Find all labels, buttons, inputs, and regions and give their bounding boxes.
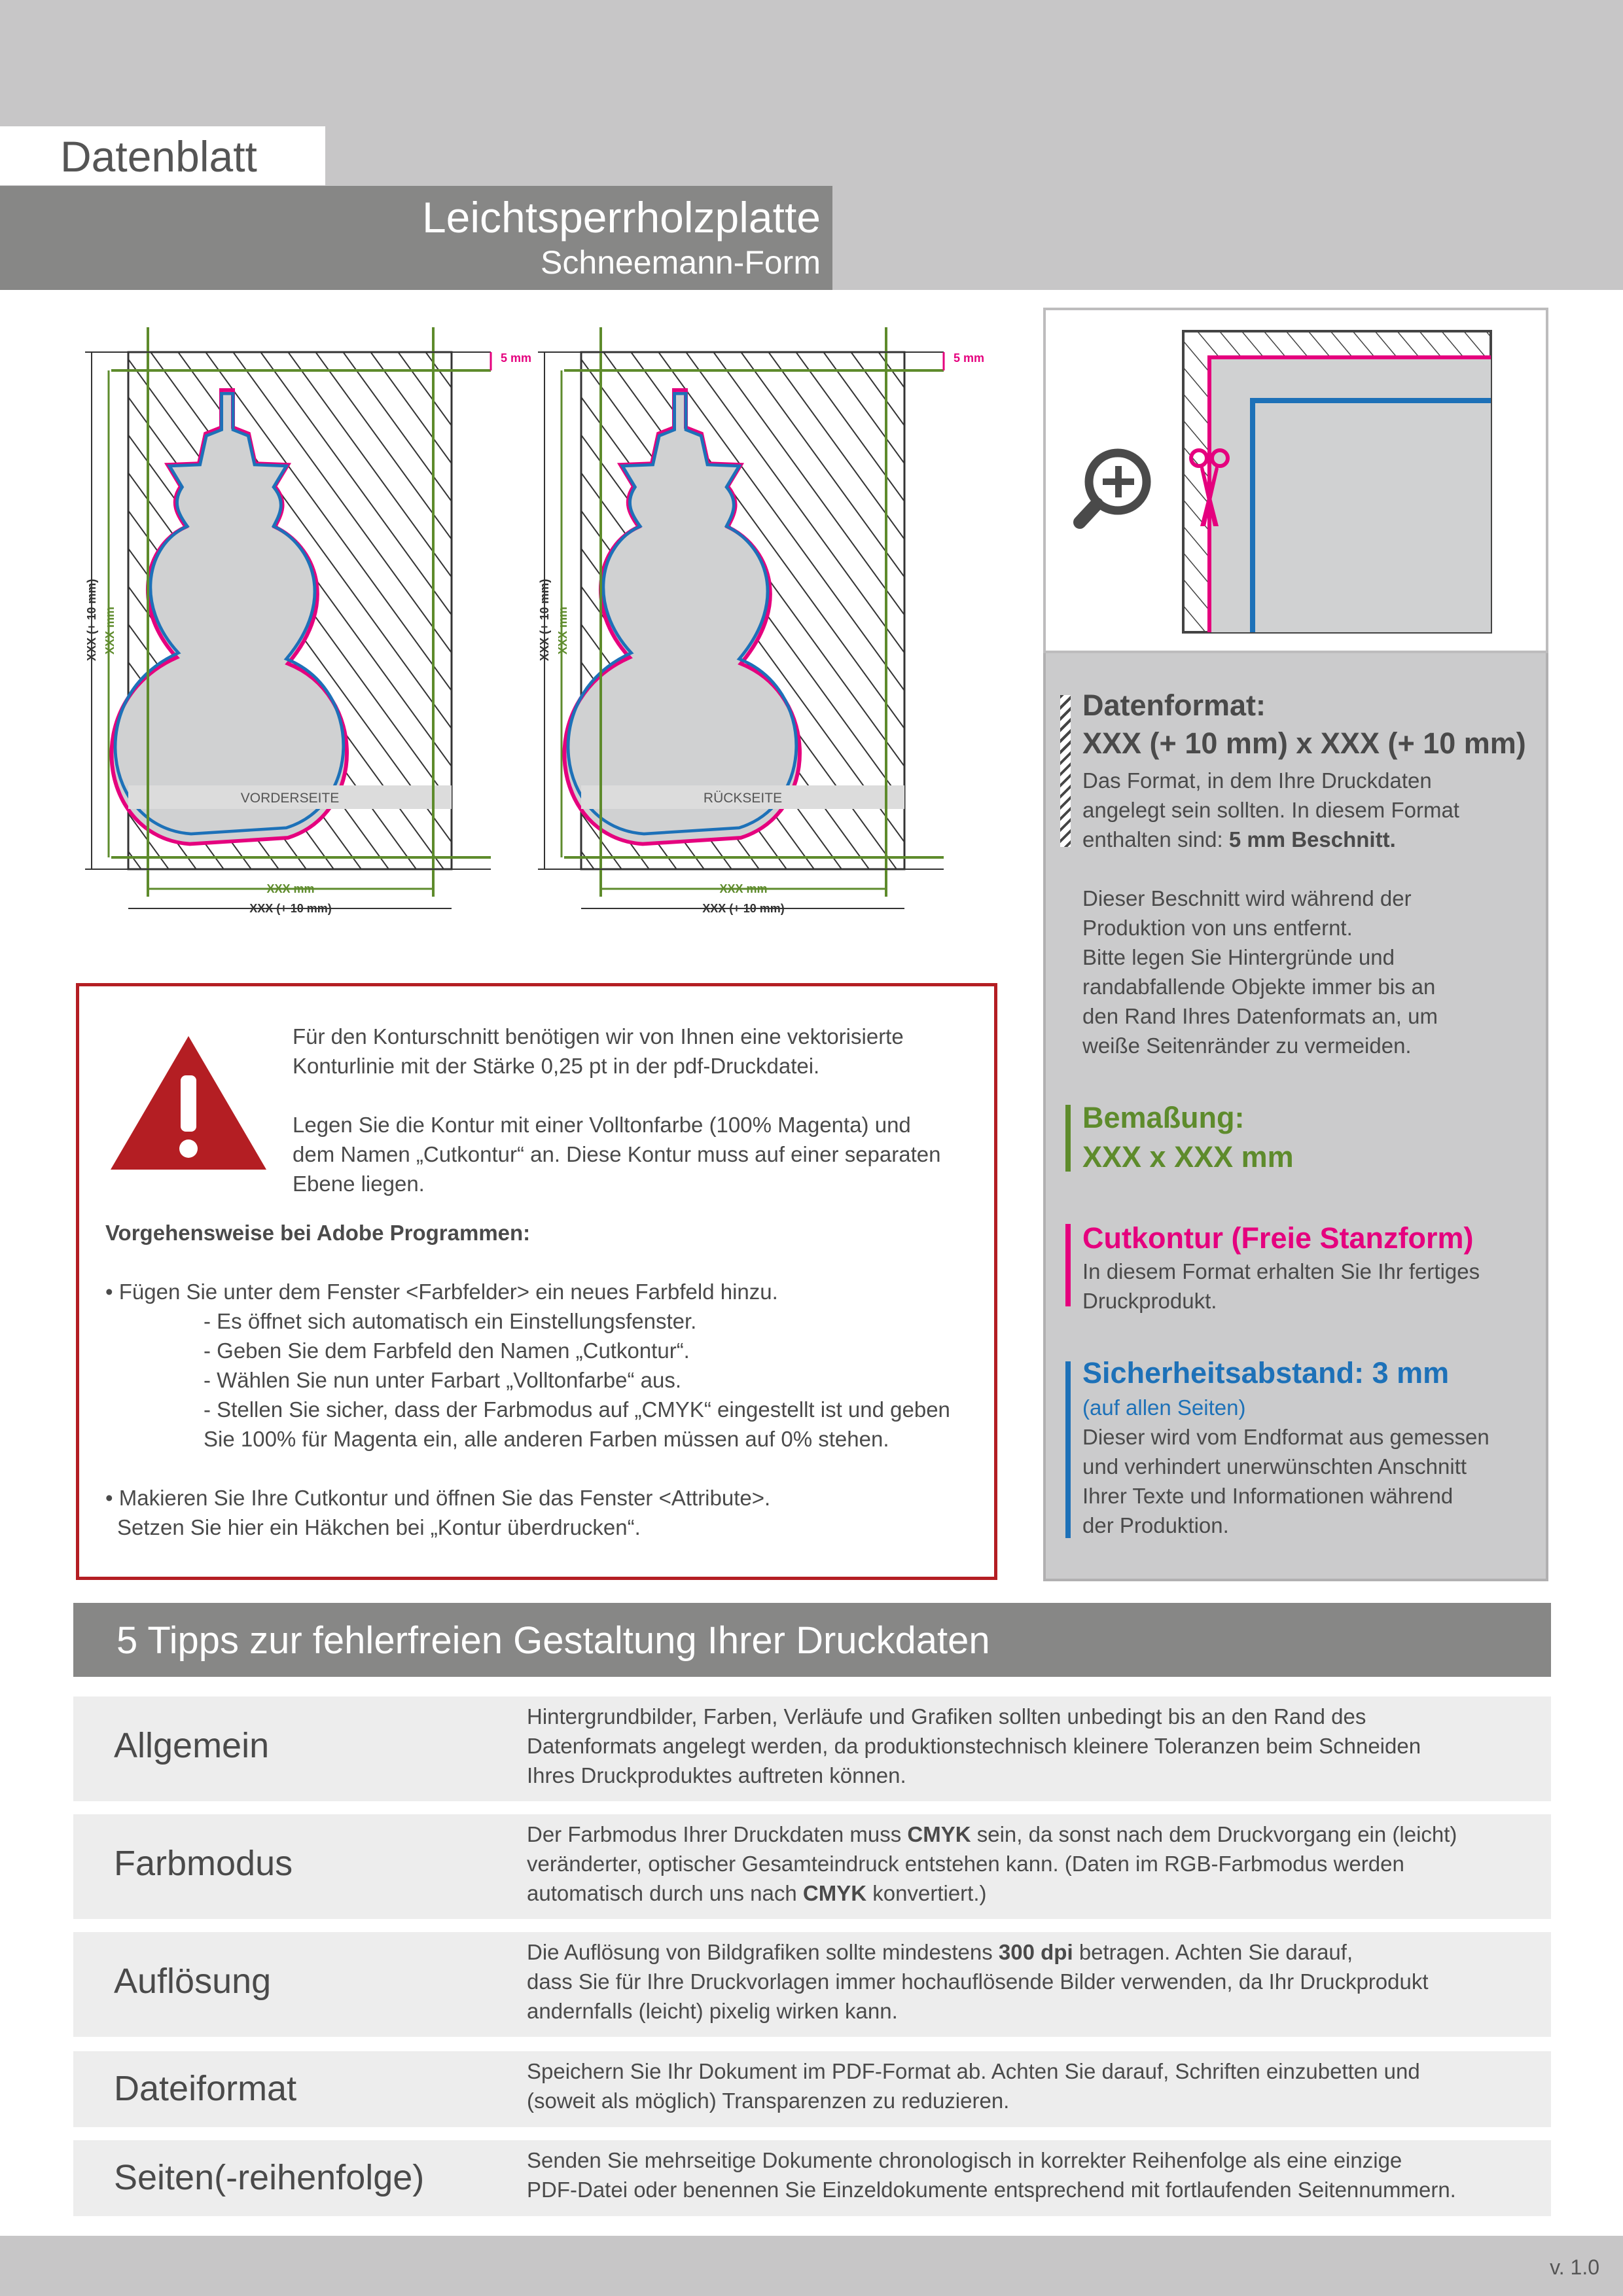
cutkontur-title: Cutkontur (Freie Stanzform) <box>1082 1221 1474 1255</box>
tip-row-farbmodus <box>73 1814 1551 1919</box>
procedure-substep: - Es öffnet sich automatisch ein Einstellungsfenster. <box>204 1309 697 1333</box>
datenformat-text: enthalten sind: <box>1082 827 1223 852</box>
product-box <box>0 186 832 290</box>
beschnitt-text <box>1082 884 1438 1060</box>
tips-header <box>73 1603 1551 1677</box>
back-side-diagram <box>538 327 984 915</box>
warning-icon <box>107 1032 270 1176</box>
sicherheit-line: und verhindert unerwünschten Anschnitt <box>1082 1454 1467 1479</box>
width-inner-label: XXX mm <box>719 882 768 895</box>
document-title: Datenblatt <box>60 132 257 181</box>
sicherheit-line: Dieser wird vom Endformat aus gemessen <box>1082 1425 1489 1449</box>
tip-text: Der Farbmodus Ihrer Druckdaten muss <box>527 1822 902 1846</box>
product-name: Leichtsperrholzplatte <box>421 193 821 242</box>
procedure-heading: Vorgehensweise bei Adobe Programmen: <box>105 1221 531 1245</box>
width-outer-label: XXX (+ 10 mm) <box>249 902 332 915</box>
sicherheit-line: Ihrer Texte und Informationen während <box>1082 1484 1454 1508</box>
tip-text: veränderter, optischer Gesamteindruck entstehen kann. (Daten im RGB-Farbmodus werden <box>527 1852 1404 1876</box>
tip-label: Dateiformat <box>114 2069 297 2108</box>
procedure-substep: - Wählen Sie nun unter Farbart „Volltonfarbe“ aus. <box>204 1368 682 1392</box>
datenformat-text: angelegt sein sollten. In diesem Format <box>1082 798 1459 822</box>
datenformat-text: Das Format, in dem Ihre Druckdaten <box>1082 768 1432 793</box>
tip-text: Hintergrundbilder, Farben, Verläufe und Grafiken sollten unbedingt bis an den Rand des <box>527 1704 1366 1729</box>
warning-text: Konturlinie mit der Stärke 0,25 pt in der pdf-Druckdatei. <box>293 1054 820 1078</box>
tip-text: automatisch durch uns nach <box>527 1881 797 1905</box>
procedure-step: Setzen Sie hier ein Häkchen bei „Kontur überdrucken“. <box>117 1515 641 1539</box>
warning-text: dem Namen „Cutkontur“ an. Diese Kontur muss auf einer separaten <box>293 1142 941 1166</box>
procedure-step: • Makieren Sie Ihre Cutkontur und öffnen Sie das Fenster <Attribute>. <box>105 1486 771 1510</box>
procedure-substep: Sie 100% für Magenta ein, alle anderen Farben müssen auf 0% stehen. <box>204 1427 889 1451</box>
zoom-detail-panel <box>1043 308 1548 653</box>
bleed-label: 5 mm <box>954 351 985 365</box>
info-panel <box>1043 653 1548 1581</box>
tip-text: Datenformats angelegt werden, da produktionstechnisch kleinere Toleranzen beim Schneiden <box>527 1734 1421 1758</box>
footer-bar <box>0 2236 1623 2296</box>
procedure-substep: - Stellen Sie sicher, dass der Farbmodus auf „CMYK“ eingestellt ist und geben <box>204 1397 950 1422</box>
format-diagram <box>72 321 995 929</box>
front-label: VORDERSEITE <box>240 791 340 806</box>
beschnitt-line: Dieser Beschnitt wird während der <box>1082 886 1412 910</box>
datenformat-bleed: 5 mm Beschnitt. <box>1228 827 1396 852</box>
tip-text: PDF-Datei oder benennen Sie Einzeldokumente entsprechend mit fortlaufenden Seitennummern. <box>527 2178 1456 2202</box>
height-outer-label: XXX (+ 10 mm) <box>85 579 98 661</box>
sicherheit-sub: (auf allen Seiten) <box>1082 1395 1246 1420</box>
tip-row-dateiformat <box>73 2051 1551 2127</box>
title-box <box>0 126 325 185</box>
zoom-in-icon <box>1080 453 1147 522</box>
height-inner-label: XXX mm <box>103 606 116 655</box>
beschnitt-line: Produktion von uns entfernt. <box>1082 916 1353 940</box>
tip-text: Speichern Sie Ihr Dokument im PDF-Format ab. Achten Sie darauf, Schriften einzubetten und <box>527 2059 1420 2083</box>
tip-text: Die Auflösung von Bildgrafiken sollte mindestens <box>527 1940 993 1964</box>
cutkontur-bar <box>1065 1224 1071 1306</box>
product-variant: Schneemann-Form <box>541 244 821 281</box>
tip-label: Seiten(-reihenfolge) <box>114 2158 425 2197</box>
warning-text: Legen Sie die Kontur mit einer Volltonfarbe (100% Magenta) und <box>293 1113 911 1137</box>
tip-row-seiten <box>73 2140 1551 2216</box>
version-label: v. 1.0 <box>1550 2255 1599 2279</box>
tip-row-allgemein <box>73 1696 1551 1801</box>
tip-text: konvertiert.) <box>872 1881 987 1905</box>
back-label: RÜCKSEITE <box>703 791 783 806</box>
cutkontur-text: In diesem Format erhalten Sie Ihr fertiges <box>1082 1259 1480 1283</box>
bleed-label: 5 mm <box>501 351 532 365</box>
tip-text-bold: 300 dpi <box>998 1940 1073 1964</box>
tip-text: andernfalls (leicht) pixelig wirken kann. <box>527 1999 898 2023</box>
beschnitt-line: weiße Seitenränder zu vermeiden. <box>1082 1033 1412 1058</box>
tip-text: dass Sie für Ihre Druckvorlagen immer hochauflösende Bilder verwenden, da Ihr Druckprodukt <box>527 1969 1429 1994</box>
beschnitt-line: den Rand Ihres Datenformats an, um <box>1082 1004 1438 1028</box>
sicherheit-title: Sicherheitsabstand: 3 mm <box>1082 1356 1450 1390</box>
sicherheit-line: der Produktion. <box>1082 1513 1229 1537</box>
warning-text: Ebene liegen. <box>293 1172 425 1196</box>
procedure-substep: - Geben Sie dem Farbfeld den Namen „Cutkontur“. <box>204 1338 690 1363</box>
bemassung-value: XXX x XXX mm <box>1082 1140 1294 1174</box>
bemassung-bar <box>1065 1105 1071 1172</box>
tip-text-bold: CMYK <box>802 1881 867 1905</box>
datenformat-title: Datenformat: <box>1082 689 1266 722</box>
width-outer-label: XXX (+ 10 mm) <box>702 902 785 915</box>
tip-text: (soweit als möglich) Transparenzen zu reduzieren. <box>527 2089 1010 2113</box>
warning-text: Für den Konturschnitt benötigen wir von Ihnen eine vektorisierte <box>293 1024 904 1049</box>
beschnitt-line: Bitte legen Sie Hintergründe und <box>1082 945 1395 969</box>
bleed-indicator-bar <box>1060 695 1071 847</box>
tips-title: 5 Tipps zur fehlerfreien Gestaltung Ihrer Druckdaten <box>116 1619 990 1662</box>
warning-box <box>76 983 997 1580</box>
tip-text-bold: CMYK <box>907 1822 971 1846</box>
beschnitt-line: randabfallende Objekte immer bis an <box>1082 975 1436 999</box>
sicherheit-bar <box>1065 1361 1071 1538</box>
bemassung-title: Bemaßung: <box>1082 1101 1245 1134</box>
tip-text: Ihres Druckproduktes auftreten können. <box>527 1763 906 1787</box>
tip-row-aufloesung <box>73 1932 1551 2037</box>
height-outer-label: XXX (+ 10 mm) <box>538 579 551 661</box>
cutkontur-text: Druckprodukt. <box>1082 1289 1217 1313</box>
height-inner-label: XXX mm <box>556 606 569 655</box>
tip-label: Allgemein <box>114 1726 270 1765</box>
tip-label: Farbmodus <box>114 1844 293 1883</box>
front-side-diagram <box>85 327 531 915</box>
procedure-step: • Fügen Sie unter dem Fenster <Farbfelder> ein neues Farbfeld hinzu. <box>105 1280 778 1304</box>
width-inner-label: XXX mm <box>266 882 315 895</box>
tip-text: Senden Sie mehrseitige Dokumente chronologisch in korrekter Reihenfolge als eine einzige <box>527 2148 1402 2172</box>
tip-label: Auflösung <box>114 1962 272 2001</box>
tip-text: betragen. Achten Sie darauf, <box>1079 1940 1353 1964</box>
datenformat-size: XXX (+ 10 mm) x XXX (+ 10 mm) <box>1082 726 1526 760</box>
tip-text: sein, da sonst nach dem Druckvorgang ein (leicht) <box>976 1822 1457 1846</box>
